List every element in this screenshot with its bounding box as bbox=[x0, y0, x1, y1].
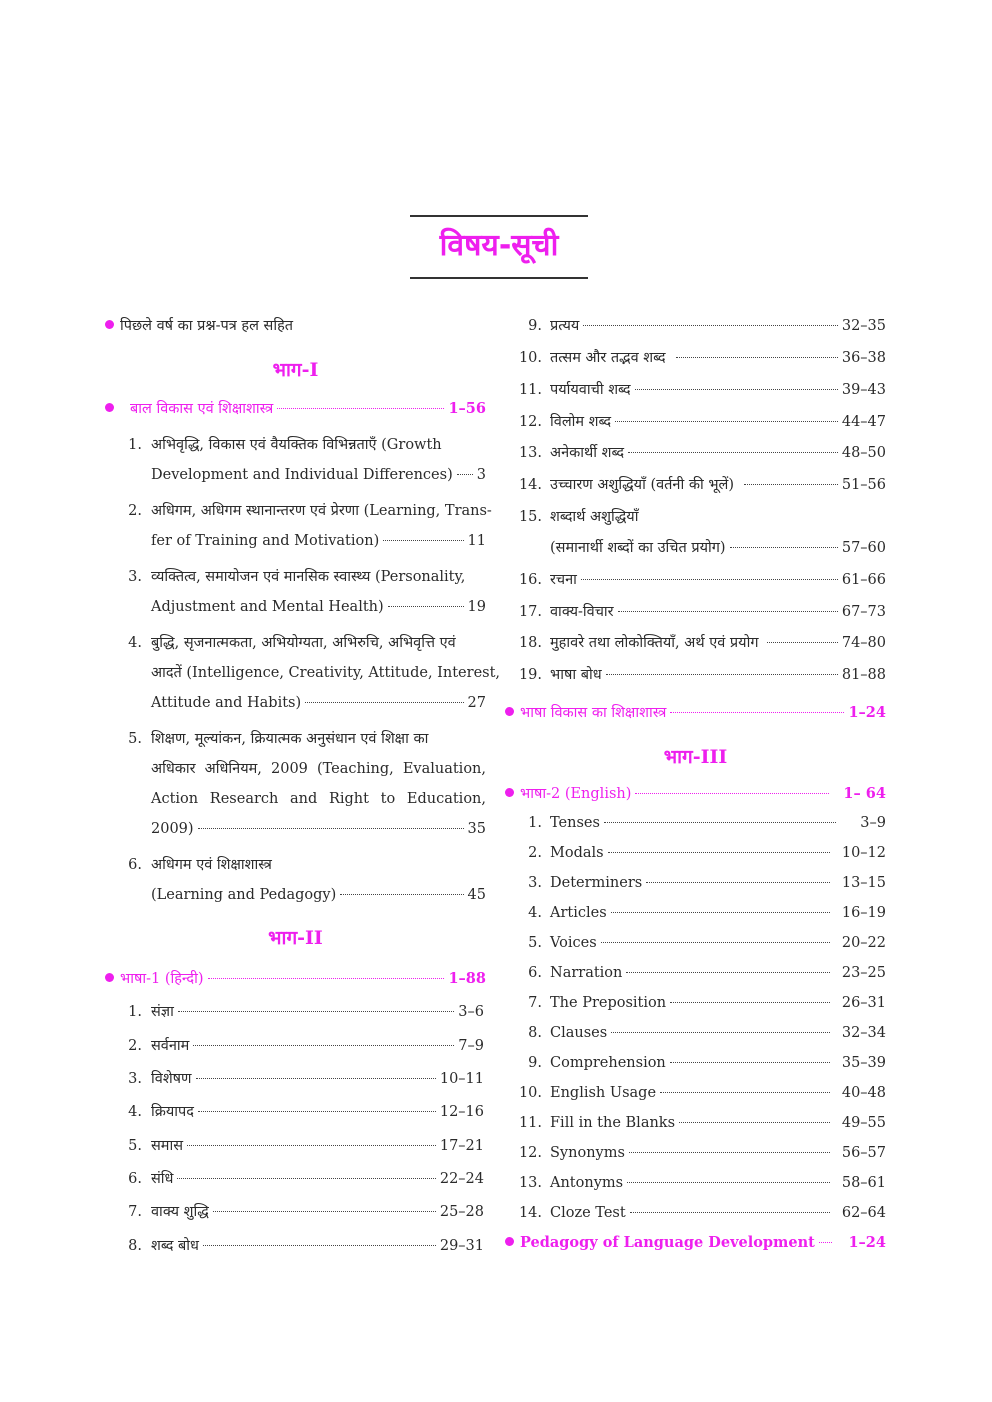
entry-number: 2. bbox=[128, 1038, 142, 1054]
toc-entry[interactable] bbox=[120, 1136, 484, 1156]
entry-label: तत्सम और तद्भव शब्द bbox=[550, 350, 666, 366]
entry-page: 16–19 bbox=[841, 905, 886, 921]
leader bbox=[178, 1011, 454, 1012]
entry-page: 17–21 bbox=[439, 1138, 484, 1154]
leader bbox=[819, 1242, 833, 1243]
toc-entry[interactable] bbox=[120, 1069, 484, 1089]
toc-entry[interactable] bbox=[515, 1143, 886, 1163]
toc-entry-cont[interactable] bbox=[515, 538, 886, 558]
toc-entry-cont[interactable] bbox=[120, 885, 486, 905]
entry-label: Articles bbox=[550, 905, 607, 921]
entry-page: 39–43 bbox=[841, 382, 886, 398]
leader bbox=[457, 474, 473, 475]
entry-number: 4. bbox=[528, 905, 542, 921]
entry-label: Voices bbox=[550, 935, 597, 951]
leader bbox=[611, 912, 830, 913]
entry-line: आदतें (Intelligence, Creativity, Attitude, Interest, bbox=[151, 665, 501, 681]
entry-number: 14. bbox=[518, 477, 542, 493]
section-row[interactable] bbox=[105, 399, 486, 419]
entry-label: Adjustment and Mental Health) bbox=[151, 599, 384, 615]
toc-entry[interactable] bbox=[515, 570, 886, 590]
entry-label: सर्वनाम bbox=[151, 1038, 190, 1054]
entry-label: पर्यायवाची शब्द bbox=[550, 382, 631, 398]
part-heading: भाग-III bbox=[663, 746, 728, 768]
leader bbox=[198, 1111, 436, 1112]
leader bbox=[601, 942, 830, 943]
entry-label: उच्चारण अशुद्धियाँ (वर्तनी की भूलें) bbox=[550, 477, 735, 493]
leader bbox=[608, 852, 830, 853]
entry-label: fer of Training and Motivation) bbox=[151, 533, 380, 549]
section-pages: 1– 64 bbox=[843, 785, 886, 802]
entry-label: अनेकार्थी शब्द bbox=[550, 445, 625, 461]
entry-label: English Usage bbox=[550, 1085, 657, 1101]
section-label: भाषा-1 (हिन्दी) bbox=[120, 971, 204, 987]
leader bbox=[196, 1078, 436, 1079]
leader bbox=[670, 712, 844, 713]
section-pages: 1–24 bbox=[848, 1234, 886, 1251]
entry-number: 3. bbox=[128, 569, 142, 585]
entry-label: Antonyms bbox=[550, 1175, 624, 1191]
title-box bbox=[410, 215, 588, 279]
toc-entry[interactable] bbox=[515, 1053, 886, 1073]
bullet-icon bbox=[105, 403, 114, 412]
entry-page: 67–73 bbox=[841, 604, 886, 620]
entry-number: 11. bbox=[518, 382, 542, 398]
leader bbox=[581, 579, 838, 580]
entry-number: 8. bbox=[528, 1025, 542, 1041]
bullet-icon bbox=[105, 320, 114, 329]
entry-label: Cloze Test bbox=[550, 1205, 626, 1221]
entry-number: 6. bbox=[128, 857, 142, 873]
entry-page: 44–47 bbox=[841, 414, 886, 430]
entry-number: 10. bbox=[518, 1085, 542, 1101]
entry-page: 35 bbox=[467, 821, 486, 837]
entry-number: 3. bbox=[128, 1071, 142, 1087]
entry-line: Action Research and Right to Education, bbox=[151, 791, 486, 807]
section-label: Pedagogy of Language Development bbox=[520, 1234, 815, 1251]
leader bbox=[388, 606, 464, 607]
toc-entry[interactable] bbox=[120, 567, 486, 587]
entry-label: अभिवृद्धि, विकास एवं वैयक्तिक विभिन्नताएँ (Growth bbox=[151, 437, 442, 453]
entry-page: 48–50 bbox=[841, 445, 886, 461]
entry-page: 27 bbox=[467, 695, 486, 711]
toc-entry[interactable] bbox=[515, 412, 886, 432]
entry-label: प्रत्यय bbox=[550, 318, 580, 334]
toc-entry[interactable] bbox=[515, 993, 886, 1013]
entry-label: शब्द बोध bbox=[151, 1238, 199, 1254]
entry-page: 3–6 bbox=[458, 1004, 484, 1020]
entry-number: 1. bbox=[528, 815, 542, 831]
toc-entry[interactable] bbox=[515, 1113, 886, 1133]
leader bbox=[744, 484, 838, 485]
entry-page: 45 bbox=[467, 887, 486, 903]
toc-entry[interactable] bbox=[515, 1203, 886, 1223]
leader bbox=[630, 1212, 830, 1213]
entry-label: क्रियापद bbox=[151, 1104, 194, 1120]
leader bbox=[198, 828, 464, 829]
entry-number: 12. bbox=[518, 1145, 542, 1161]
toc-entry-cont[interactable] bbox=[120, 531, 486, 551]
leader bbox=[177, 1178, 435, 1179]
note-text: पिछले वर्ष का प्रश्न-पत्र हल सहित bbox=[120, 318, 294, 334]
toc-entry[interactable] bbox=[120, 1236, 484, 1256]
entry-label: वाक्य-विचार bbox=[550, 604, 614, 620]
toc-entry-cont[interactable] bbox=[120, 597, 486, 617]
entry-label: विलोम शब्द bbox=[550, 414, 612, 430]
leader bbox=[676, 357, 838, 358]
bullet-icon bbox=[505, 788, 514, 797]
entry-number: 13. bbox=[518, 445, 542, 461]
toc-entry[interactable] bbox=[515, 813, 886, 833]
toc-entry[interactable] bbox=[515, 843, 886, 863]
section-pages: 1–88 bbox=[448, 970, 486, 987]
entry-page: 25–28 bbox=[439, 1204, 484, 1220]
entry-number: 1. bbox=[128, 1004, 142, 1020]
bullet-icon bbox=[505, 707, 514, 716]
entry-page: 29–31 bbox=[439, 1238, 484, 1254]
toc-entry-cont[interactable] bbox=[120, 465, 486, 485]
toc-entry[interactable] bbox=[515, 316, 886, 336]
entry-number: 17. bbox=[518, 604, 542, 620]
toc-entry[interactable] bbox=[515, 1083, 886, 1103]
entry-label: रचना bbox=[550, 572, 577, 588]
entry-number: 5. bbox=[128, 1138, 142, 1154]
entry-page: 12–16 bbox=[439, 1104, 484, 1120]
entry-label: अधिगम, अधिगम स्थानान्तरण एवं प्रेरणा (Learning, Trans- bbox=[151, 503, 492, 519]
toc-entry[interactable] bbox=[515, 873, 886, 893]
entry-number: 1. bbox=[128, 437, 142, 453]
entry-label: 2009) bbox=[151, 821, 194, 837]
toc-entry[interactable] bbox=[120, 501, 492, 521]
toc-entry-cont[interactable] bbox=[120, 819, 486, 839]
entry-number: 8. bbox=[128, 1238, 142, 1254]
entry-number: 12. bbox=[518, 414, 542, 430]
entry-number: 16. bbox=[518, 572, 542, 588]
leader bbox=[627, 1182, 830, 1183]
entry-number: 14. bbox=[518, 1205, 542, 1221]
toc-entry[interactable] bbox=[120, 1036, 484, 1056]
entry-page: 32–35 bbox=[841, 318, 886, 334]
entry-number: 2. bbox=[528, 845, 542, 861]
leader bbox=[340, 894, 463, 895]
entry-page: 20–22 bbox=[841, 935, 886, 951]
entry-number: 9. bbox=[528, 318, 542, 334]
leader bbox=[618, 611, 838, 612]
entry-label: Synonyms bbox=[550, 1145, 625, 1161]
section-label: बाल विकास एवं शिक्षाशास्त्र bbox=[130, 401, 274, 417]
entry-page: 13–15 bbox=[841, 875, 886, 891]
toc-entry[interactable] bbox=[515, 507, 886, 527]
entry-label: Fill in the Blanks bbox=[550, 1115, 676, 1131]
entry-number: 19. bbox=[518, 667, 542, 683]
toc-entry[interactable] bbox=[515, 475, 886, 495]
entry-page: 35–39 bbox=[841, 1055, 886, 1071]
bullet-icon bbox=[105, 973, 114, 982]
entry-number: 5. bbox=[128, 731, 142, 747]
toc-entry[interactable] bbox=[515, 1173, 886, 1193]
entry-label: संधि bbox=[151, 1171, 174, 1187]
entry-label: वाक्य शुद्धि bbox=[151, 1204, 209, 1220]
entry-number: 7. bbox=[528, 995, 542, 1011]
entry-page: 11 bbox=[467, 533, 486, 549]
toc-entry[interactable] bbox=[515, 665, 886, 685]
entry-number: 6. bbox=[128, 1171, 142, 1187]
entry-label: बुद्धि, सृजनात्मकता, अभियोग्यता, अभिरुचि, अभिवृत्ति एवं bbox=[151, 635, 456, 651]
entry-page: 62–64 bbox=[841, 1205, 886, 1221]
entry-number: 3. bbox=[528, 875, 542, 891]
entry-page: 23–25 bbox=[841, 965, 886, 981]
entry-number: 2. bbox=[128, 503, 142, 519]
entry-label: Clauses bbox=[550, 1025, 608, 1041]
entry-page: 10–11 bbox=[439, 1071, 484, 1087]
entry-number: 9. bbox=[528, 1055, 542, 1071]
page-title: विषय-सूची bbox=[439, 228, 559, 263]
entry-label: Tenses bbox=[550, 815, 600, 831]
leader bbox=[606, 674, 838, 675]
leader bbox=[767, 642, 838, 643]
entry-page: 58–61 bbox=[841, 1175, 886, 1191]
entry-label: The Preposition bbox=[550, 995, 667, 1011]
entry-label: समास bbox=[151, 1138, 184, 1154]
entry-number: 6. bbox=[528, 965, 542, 981]
part-heading: भाग-I bbox=[272, 359, 319, 381]
entry-label: अधिगम एवं शिक्षाशास्त्र bbox=[151, 857, 272, 873]
entry-number: 11. bbox=[518, 1115, 542, 1131]
entry-number: 5. bbox=[528, 935, 542, 951]
toc-entry[interactable] bbox=[120, 855, 486, 875]
leader bbox=[629, 1152, 830, 1153]
leader bbox=[635, 793, 829, 794]
toc-entry[interactable] bbox=[515, 443, 886, 463]
leader bbox=[679, 1122, 830, 1123]
toc-entry[interactable] bbox=[120, 435, 486, 455]
leader bbox=[213, 1211, 436, 1212]
toc-entry[interactable] bbox=[120, 1169, 484, 1189]
entry-label: शब्दार्थ अशुद्धियाँ bbox=[550, 509, 639, 525]
entry-label: Comprehension bbox=[550, 1055, 666, 1071]
section-label: भाषा-2 (English) bbox=[520, 786, 632, 802]
entry-number: 18. bbox=[518, 635, 542, 651]
entry-label: विशेषण bbox=[151, 1071, 192, 1087]
entry-label: व्यक्तित्व, समायोजन एवं मानसिक स्वास्थ्य (Personality, bbox=[151, 569, 466, 585]
entry-line: अधिकार अधिनियम, 2009 (Teaching, Evaluation, bbox=[151, 761, 486, 777]
leader bbox=[626, 972, 829, 973]
toc-entry[interactable] bbox=[515, 633, 886, 653]
entry-page: 81–88 bbox=[841, 667, 886, 683]
entry-page: 74–80 bbox=[841, 635, 886, 651]
section-row[interactable] bbox=[505, 1233, 886, 1253]
leader bbox=[635, 389, 838, 390]
toc-entry[interactable] bbox=[120, 1202, 484, 1222]
toc-entry[interactable] bbox=[515, 1023, 886, 1043]
entry-page: 3–9 bbox=[860, 815, 886, 831]
entry-page: 19 bbox=[467, 599, 486, 615]
toc-entry[interactable] bbox=[515, 602, 886, 622]
entry-page: 40–48 bbox=[841, 1085, 886, 1101]
entry-label: भाषा बोध bbox=[550, 667, 602, 683]
entry-number: 15. bbox=[518, 509, 542, 525]
entry-label: Attitude and Habits) bbox=[151, 695, 302, 711]
leader bbox=[208, 978, 445, 979]
leader bbox=[660, 1092, 830, 1093]
leader bbox=[305, 702, 463, 703]
entry-page: 51–56 bbox=[841, 477, 886, 493]
section-row[interactable] bbox=[505, 703, 886, 723]
section-pages: 1–24 bbox=[848, 704, 886, 721]
part-heading: भाग-II bbox=[268, 927, 323, 949]
entry-page: 57–60 bbox=[841, 540, 886, 556]
entry-page: 26–31 bbox=[841, 995, 886, 1011]
leader bbox=[670, 1062, 830, 1063]
entry-label: Modals bbox=[550, 845, 604, 861]
section-label: भाषा विकास का शिक्षाशास्त्र bbox=[520, 705, 667, 721]
toc-entry[interactable] bbox=[515, 933, 886, 953]
leader bbox=[611, 1032, 830, 1033]
entry-label: Development and Individual Differences) bbox=[151, 467, 453, 483]
leader bbox=[628, 452, 838, 453]
toc-entry-cont[interactable] bbox=[120, 693, 486, 713]
entry-page: 7–9 bbox=[458, 1038, 484, 1054]
entry-label: मुहावरे तथा लोकोक्तियाँ, अर्थ एवं प्रयोग bbox=[550, 635, 759, 651]
toc-entry[interactable] bbox=[515, 348, 886, 368]
leader bbox=[203, 1245, 436, 1246]
entry-page: 22–24 bbox=[439, 1171, 484, 1187]
entry-number: 7. bbox=[128, 1204, 142, 1220]
entry-page: 10–12 bbox=[841, 845, 886, 861]
entry-number: 13. bbox=[518, 1175, 542, 1191]
entry-page: 32–34 bbox=[841, 1025, 886, 1041]
section-row[interactable] bbox=[505, 784, 886, 804]
entry-label: Determiners bbox=[550, 875, 643, 891]
toc-entry[interactable] bbox=[120, 1002, 484, 1022]
entry-page: 49–55 bbox=[841, 1115, 886, 1131]
entry-label: (Learning and Pedagogy) bbox=[151, 887, 337, 903]
toc-entry[interactable] bbox=[120, 1102, 484, 1122]
entry-label: शिक्षण, मूल्यांकन, क्रियात्मक अनुसंधान एवं शिक्षा का bbox=[151, 731, 429, 747]
toc-entry[interactable] bbox=[515, 903, 886, 923]
toc-entry[interactable] bbox=[515, 963, 886, 983]
entry-number: 4. bbox=[128, 635, 142, 651]
leader bbox=[730, 547, 838, 548]
entry-page: 36–38 bbox=[841, 350, 886, 366]
toc-entry[interactable] bbox=[120, 633, 486, 653]
bullet-icon bbox=[505, 1237, 514, 1246]
leader bbox=[670, 1002, 830, 1003]
entry-page: 56–57 bbox=[841, 1145, 886, 1161]
entry-page: 3 bbox=[476, 467, 486, 483]
leader bbox=[277, 408, 444, 409]
leader bbox=[615, 421, 838, 422]
toc-entry[interactable] bbox=[120, 729, 486, 749]
leader bbox=[583, 325, 838, 326]
entry-number: 4. bbox=[128, 1104, 142, 1120]
leader bbox=[646, 882, 830, 883]
section-pages: 1–56 bbox=[448, 400, 486, 417]
leader bbox=[604, 822, 836, 823]
note bbox=[105, 315, 293, 335]
leader bbox=[193, 1045, 454, 1046]
entry-number: 10. bbox=[518, 350, 542, 366]
toc-entry[interactable] bbox=[515, 380, 886, 400]
section-row[interactable] bbox=[105, 969, 486, 989]
leader bbox=[383, 540, 463, 541]
entry-label: संज्ञा bbox=[151, 1004, 174, 1020]
leader bbox=[187, 1145, 436, 1146]
entry-label: Narration bbox=[550, 965, 623, 981]
entry-page: 61–66 bbox=[841, 572, 886, 588]
entry-label: (समानार्थी शब्दों का उचित प्रयोग) bbox=[550, 540, 726, 556]
